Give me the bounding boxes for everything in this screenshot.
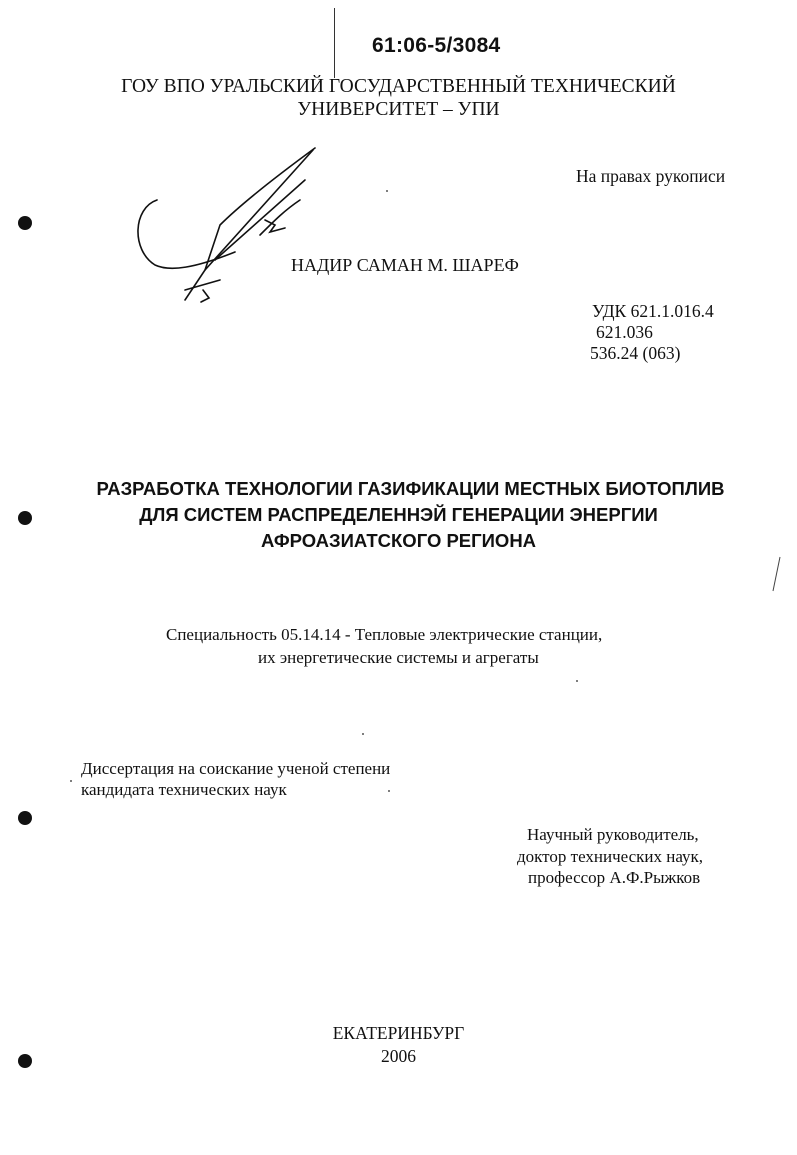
udk-line-1: УДК 621.1.016.4 <box>592 301 714 321</box>
dissertation-line-2: кандидата технических наук <box>81 780 287 799</box>
organization-line-1: ГОУ ВПО УРАЛЬСКИЙ ГОСУДАРСТВЕННЫЙ ТЕХНИЧЕСКИЙ <box>121 76 676 97</box>
signature <box>125 140 335 305</box>
supervisor-line-2: доктор технических наук, <box>517 847 704 866</box>
manuscript-rights-note: На правах рукописи <box>576 166 726 186</box>
thesis-title-line-1: РАЗРАБОТКА ТЕХНОЛОГИИ ГАЗИФИКАЦИИ МЕСТНЫХ БИОТОПЛИВ <box>96 478 725 499</box>
specialty-line-2: их энергетические системы и агрегаты <box>258 648 539 667</box>
supervisor-line-1: Научный руководитель, <box>527 825 699 844</box>
scan-speck <box>70 780 72 782</box>
author-name: НАДИР САМАН М. ШАРЕФ <box>291 255 519 275</box>
udk-line-3: 536.24 (063) <box>590 343 681 363</box>
binder-hole-1 <box>18 216 32 230</box>
scan-speck <box>388 790 390 792</box>
udk-line-2: 621.036 <box>596 322 653 342</box>
specialty-line-1: Специальность 05.14.14 - Тепловые электрические станции, <box>166 625 603 644</box>
binder-hole-3 <box>18 811 32 825</box>
thesis-title-line-3: АФРОАЗИАТСКОГО РЕГИОНА <box>260 530 537 551</box>
binder-hole-4 <box>18 1054 32 1068</box>
thesis-title-line-2: ДЛЯ СИСТЕМ РАСПРЕДЕЛЕННЭЙ ГЕНЕРАЦИИ ЭНЕРГИИ <box>139 504 658 525</box>
organization-line-2: УНИВЕРСИТЕТ – УПИ <box>297 99 500 120</box>
margin-vertical-line <box>334 8 335 78</box>
archive-code: 61:06-5/3084 <box>372 34 501 57</box>
scan-speck <box>362 733 364 735</box>
dissertation-line-1: Диссертация на соискание ученой степени <box>81 759 391 778</box>
supervisor-line-3: профессор А.Ф.Рыжков <box>528 868 701 887</box>
scan-speck <box>386 190 388 192</box>
city: ЕКАТЕРИНБУРГ <box>332 1023 465 1043</box>
year: 2006 <box>381 1046 416 1066</box>
scan-mark <box>770 555 784 595</box>
binder-hole-2 <box>18 511 32 525</box>
scan-speck <box>576 680 578 682</box>
